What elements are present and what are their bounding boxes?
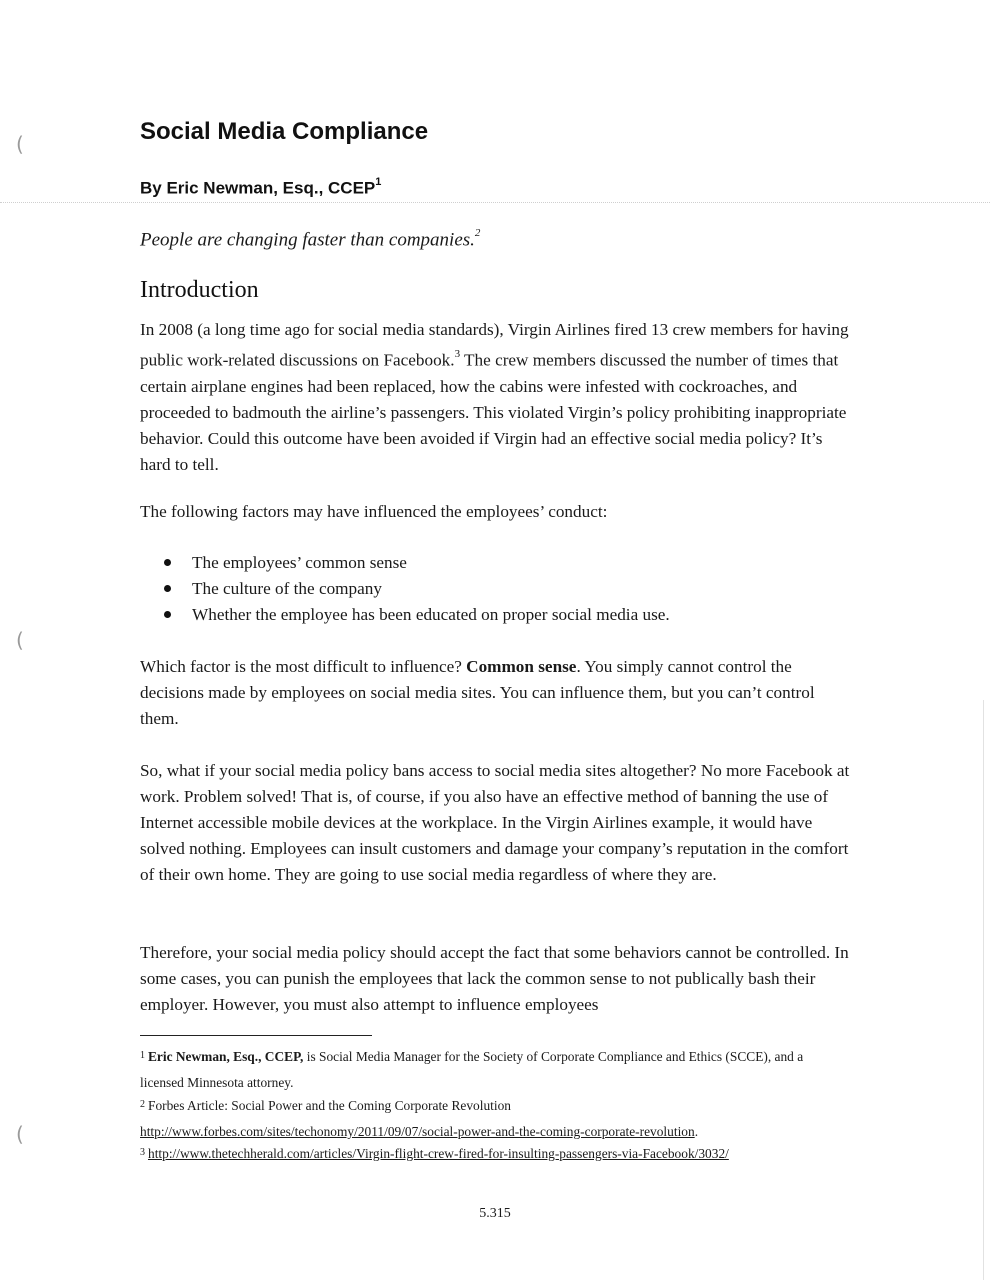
paragraph-5: Therefore, your social media policy should accept the fact that some behaviors cannot be controlled. In some cases, you can punish the employees that lack the common sense to not publically bash their employer. However, you must also attempt to influence employees: [140, 943, 849, 1014]
footnote-3-link[interactable]: http://www.thetechherald.com/articles/Virgin-flight-crew-fired-for-insulting-passengers-via-Facebook/3032/: [148, 1146, 729, 1161]
footnote-ref-3: 3: [454, 348, 461, 360]
footnote-2: [140, 1094, 840, 1144]
footnote-ref-2: 2: [474, 227, 481, 239]
paragraph-1-text-a: In 2008 (a long time ago for social media standards), Virgin Airlines fired 13 crew members for having public work-related discussions on Facebook.: [140, 320, 849, 370]
paragraph-3: [140, 654, 850, 732]
paragraph-4: So, what if your social media policy bans access to social media sites altogether? No more Facebook at work. Problem solved! That is, of course, if you also have an effective method of banning the use of Internet accessible mobile devices at the workplace. In the Virgin Airlines example, it would have solved nothing. Employees can insult customers and damage your company’s reputation in the comfort of their own home. They are going to use social media regardless of where they are.: [140, 761, 850, 884]
list-item: The employees’ common sense: [162, 550, 670, 576]
footnote-ref-1: 1: [375, 176, 382, 188]
list-item: The culture of the company: [162, 576, 670, 602]
footnote-2-text: Forbes Article: Social Power and the Coming Corporate Revolution: [148, 1098, 511, 1113]
factor-list: [162, 550, 670, 628]
paragraph-3-text-b: . You simply cannot control the decisions made by employees on social media sites. You can influence them, but you can’t control them.: [140, 657, 815, 728]
footnote-2-link[interactable]: http://www.forbes.com/sites/techonomy/2011/09/07/social-power-and-the-coming-corporate-revolution: [140, 1124, 695, 1139]
binder-mark: (: [16, 628, 24, 652]
footnote-2-end: .: [694, 1124, 699, 1139]
page-edge: [983, 700, 984, 1280]
binder-mark: (: [16, 132, 24, 156]
page-number: 5.315: [479, 1206, 511, 1221]
tagline-text: People are changing faster than companies.: [140, 229, 475, 251]
list-item: Whether the employee has been educated on proper social media use.: [162, 602, 670, 628]
scan-artifact-line: [0, 202, 990, 203]
footnote-divider: [140, 1035, 372, 1036]
footnote-1: [140, 1045, 840, 1095]
byline-text: By Eric Newman, Esq., CCEP: [140, 178, 376, 198]
document-title: Social Media Compliance: [140, 118, 429, 145]
footnote-2-number: 2: [140, 1099, 145, 1110]
paragraph-3-text-a: Which factor is the most difficult to influence?: [140, 657, 467, 676]
tagline: [140, 229, 480, 251]
paragraph-3-emphasis: Common sense: [466, 657, 577, 676]
byline: [140, 178, 381, 199]
paragraph-1-text-b: The crew members discussed the number of times that certain airplane engines had been replaced, how the cabins were infested with cockroaches, and proceeded to badmouth the airline’s passengers. This violated Virgin’s policy prohibiting inappropriate behavior. Could this outcome have been avoided if Virgin had an effective social media policy? It’s hard to tell.: [140, 350, 847, 474]
footnote-1-text: is Social Media Manager for the Society of Corporate Compliance and Ethics (SCCE), and a licensed Minnesota attorney.: [140, 1049, 804, 1090]
paragraph-1: [140, 317, 850, 478]
footnote-1-number: 1: [140, 1050, 145, 1061]
binder-mark: (: [16, 1122, 24, 1146]
footnote-3-number: 3: [140, 1147, 145, 1158]
section-heading-introduction: Introduction: [140, 277, 259, 303]
footnote-3: [140, 1142, 840, 1168]
paragraph-2: The following factors may have influenced the employees’ conduct:: [140, 502, 608, 521]
footnote-1-author: Eric Newman, Esq., CCEP,: [148, 1049, 304, 1064]
